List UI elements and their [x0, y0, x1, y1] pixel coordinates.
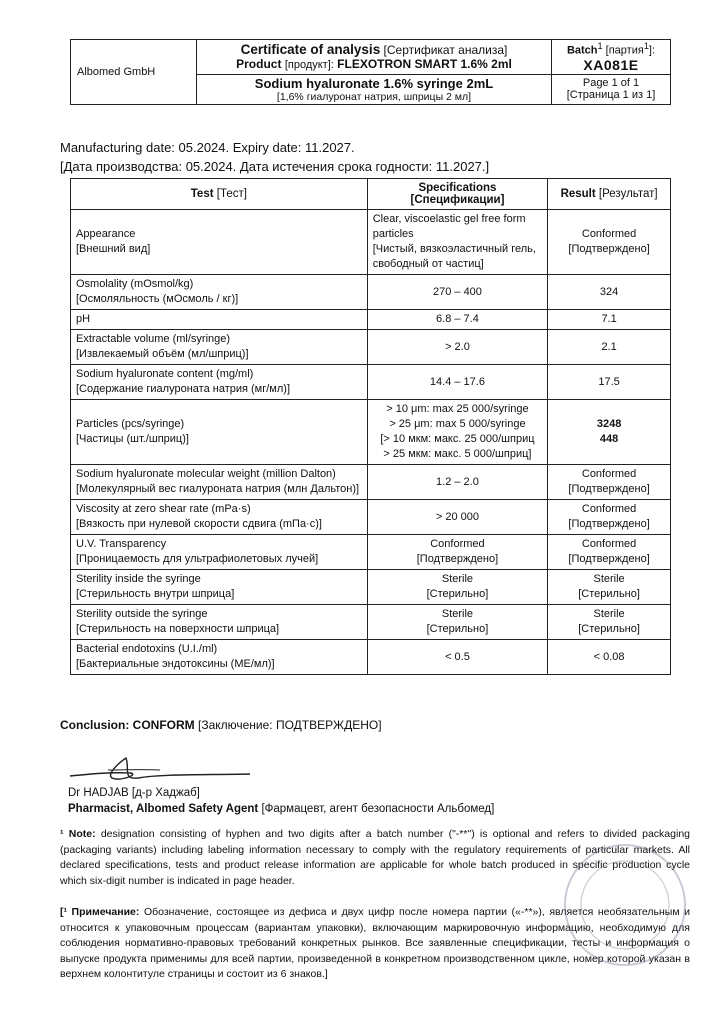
company-name: Albomed GmbH — [71, 40, 197, 105]
signer-block — [68, 785, 494, 817]
table-row — [71, 605, 671, 640]
conclusion — [60, 718, 382, 732]
signature-icon — [60, 748, 260, 788]
spec-cell: Sterile [Стерильно] — [367, 570, 547, 605]
table-row — [71, 365, 671, 400]
spec-cell: 14.4 – 17.6 — [367, 365, 547, 400]
footnote-en-text: designation consisting of hyphen and two digits after a batch number ("-**") is optional and refers to divided packaging (packaging variants) including labeling information necessary to comply with the regulatory requirements of particular markets. All declared specifications, tests and product release information are applicable for whole batch produced in specific production cycle which six-digit number is indicated in page header. — [60, 828, 690, 887]
test-cell: Bacterial endotoxins (U.I./ml) [Бактериальные эндотоксины (МЕ/мл)] — [71, 640, 368, 675]
spec-cell: > 10 μm: max 25 000/syringe > 25 μm: max 5 000/syringe [> 10 мкм: макс. 25 000/шприц > 25 мкм: макс. 5 000/шприц] — [367, 400, 547, 465]
signer-name: Dr HADJAB — [68, 787, 129, 799]
spec-cell: 1.2 – 2.0 — [367, 465, 547, 500]
dates-ru: [Дата производства: 05.2024. Дата истечения срока годности: 11.2027.] — [60, 159, 490, 174]
header-spec: Specifications [Спецификации] — [367, 179, 547, 210]
table-row — [71, 275, 671, 310]
test-cell: Osmolality (mOsmol/kg) [Осмоляльность (мОсмоль / кг)] — [71, 275, 368, 310]
test-cell: Appearance [Внешний вид] — [71, 210, 368, 275]
test-cell: Viscosity at zero shear rate (mPa·s) [Вязкость при нулевой скорости сдвига (mПа·с)] — [71, 500, 368, 535]
dates-en: Manufacturing date: 05.2024. Expiry date: 11.2027. — [60, 140, 355, 155]
signer-title: Pharmacist, Albomed Safety Agent — [68, 803, 259, 815]
table-row — [71, 330, 671, 365]
page-cell — [552, 74, 671, 104]
test-cell: Sterility outside the syringe [Стерильность на поверхности шприца] — [71, 605, 368, 640]
test-cell: pH — [71, 310, 368, 330]
table-row — [71, 310, 671, 330]
spec-cell: Clear, viscoelastic gel free form particles [Чистый, вязкоэластичный гель, свободный от частиц] — [367, 210, 547, 275]
conclusion-ru: [Заключение: ПОДТВЕРЖДЕНО] — [198, 718, 382, 732]
batch-label-ru: [партия — [605, 44, 644, 57]
dates-block — [60, 138, 489, 176]
batch-cell — [552, 40, 671, 75]
cert-title: Certificate of analysis — [240, 42, 381, 58]
table-row — [71, 570, 671, 605]
result-cell: Sterile [Стерильно] — [548, 570, 671, 605]
spec-cell: < 0.5 — [367, 640, 547, 675]
results-header-row — [71, 179, 671, 210]
sodium-title-cell — [197, 74, 552, 104]
table-row — [71, 535, 671, 570]
result-cell: 2.1 — [548, 330, 671, 365]
batch-ru-sup: 1 — [643, 41, 649, 51]
round-stamp-icon — [560, 840, 690, 970]
table-row — [71, 500, 671, 535]
product-label: Product — [236, 57, 282, 72]
footnote-ru-marker: [¹ Примечание: — [60, 906, 140, 918]
signer-title-ru: [Фармацевт, агент безопасности Альбомед] — [261, 803, 495, 815]
test-cell: U.V. Transparency [Проницаемость для ультрафиолетовых лучей] — [71, 535, 368, 570]
spec-cell: > 2.0 — [367, 330, 547, 365]
result-cell: 7.1 — [548, 310, 671, 330]
page-number-ru: [Страница 1 из 1] — [566, 89, 656, 102]
footnote-ru-text: Обозначение, состоящее из дефиса и двух цифр после номера партии («-**»), является необязательным и относится к упаковочным процессам (вариантам упаковки), включающим маркировочную информацию, необходимую для соблюдения нормативно-правовых требований конкретных рынков. Все заявленные спецификации, тесты и информация о выпуске продукта применимы для всей партии, произведенной в конкретном производственном цикле, номер которой указан в верхнем колонтитуле страницы и состоит из 6 знаков.] — [60, 906, 690, 980]
table-row — [71, 400, 671, 465]
spec-cell: Conformed [Подтверждено] — [367, 535, 547, 570]
cert-title-cell — [197, 40, 552, 75]
header-test: Test [Тест] — [71, 179, 368, 210]
cert-title-ru: [Сертификат анализа] — [383, 43, 508, 58]
header-table — [70, 39, 671, 105]
product-name: FLEXOTRON SMART 1.6% 2ml — [337, 57, 512, 72]
batch-label-ru-end: ]: — [648, 44, 656, 57]
result-cell: Conformed [Подтверждено] — [548, 210, 671, 275]
test-cell: Sodium hyaluronate content (mg/ml) [Содержание гиалуроната натрия (мг/мл)] — [71, 365, 368, 400]
page-number: Page 1 of 1 — [582, 77, 640, 90]
sodium-title: Sodium hyaluronate 1.6% syringe 2mL — [254, 75, 494, 91]
signer-name-ru: [д-р Хаджаб] — [131, 787, 200, 799]
spec-cell: > 20 000 — [367, 500, 547, 535]
spec-cell: 270 – 400 — [367, 275, 547, 310]
batch-sup: 1 — [597, 41, 603, 51]
result-cell: Conformed [Подтверждено] — [548, 535, 671, 570]
result-cell: Conformed [Подтверждено] — [548, 465, 671, 500]
test-cell: Particles (pcs/syringe) [Частицы (шт./шприц)] — [71, 400, 368, 465]
table-row — [71, 465, 671, 500]
table-row — [71, 210, 671, 275]
result-cell: Conformed [Подтверждено] — [548, 500, 671, 535]
sodium-title-ru: [1,6% гиалуронат натрия, шприцы 2 мл] — [276, 90, 472, 103]
results-table — [70, 178, 671, 675]
test-cell: Sterility inside the syringe [Стерильность внутри шприца] — [71, 570, 368, 605]
header-result: Result [Результат] — [548, 179, 671, 210]
spec-cell: 6.8 – 7.4 — [367, 310, 547, 330]
result-cell: < 0.08 — [548, 640, 671, 675]
test-cell: Extractable volume (ml/syringe) [Извлекаемый объём (мл/шприц)] — [71, 330, 368, 365]
table-row — [71, 640, 671, 675]
result-cell: Sterile [Стерильно] — [548, 605, 671, 640]
batch-number: XA081E — [583, 56, 639, 73]
product-label-ru: [продукт]: — [284, 59, 334, 72]
batch-label: Batch — [566, 44, 598, 57]
test-cell: Sodium hyaluronate molecular weight (million Dalton) [Молекулярный вес гиалуроната натрия (млн Дальтон)] — [71, 465, 368, 500]
result-cell: 324 — [548, 275, 671, 310]
result-cell: 17.5 — [548, 365, 671, 400]
spec-cell: Sterile [Стерильно] — [367, 605, 547, 640]
result-cell: 3248 448 — [548, 400, 671, 465]
footnote-en-marker: ¹ Note: — [60, 828, 96, 840]
conclusion-label: Conclusion: CONFORM — [60, 718, 195, 732]
